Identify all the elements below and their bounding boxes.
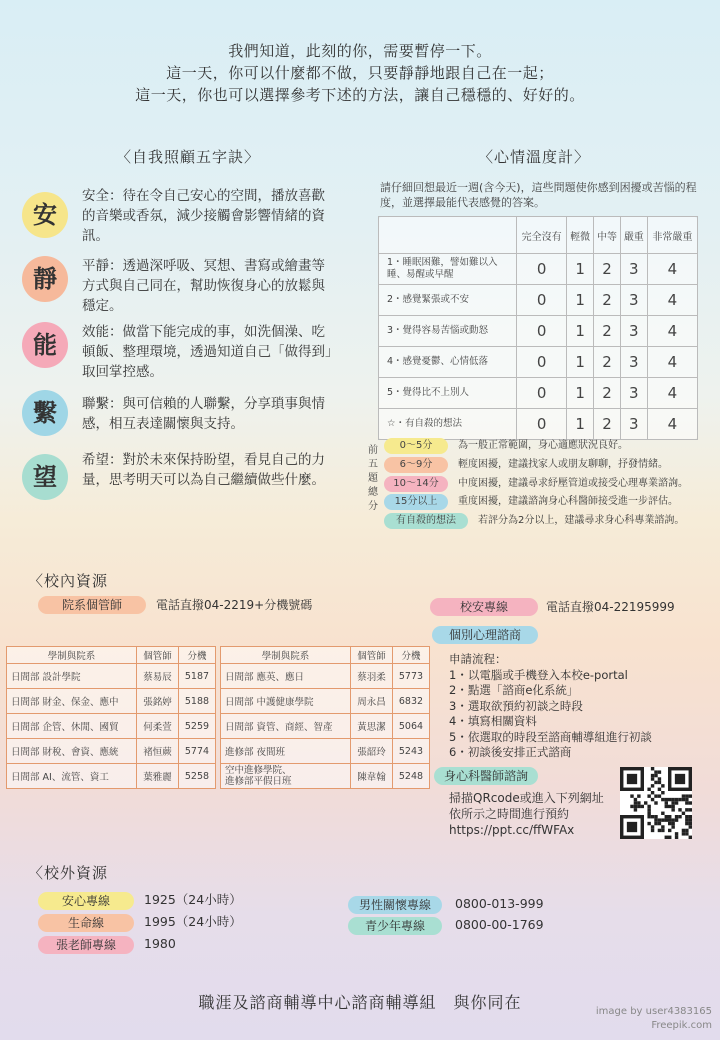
qr-module bbox=[671, 805, 674, 808]
dept-row bbox=[221, 689, 430, 714]
dept-manager: 陳韋翰 bbox=[351, 764, 393, 789]
score-range-label: 0〜5分 bbox=[384, 438, 448, 454]
mood-score[interactable]: 1 bbox=[567, 347, 594, 378]
qr-module bbox=[654, 801, 657, 804]
dept-header: 學制與院系 bbox=[221, 647, 351, 664]
qr-module bbox=[689, 794, 692, 797]
qr-module bbox=[685, 801, 688, 804]
qr-module bbox=[637, 805, 640, 808]
mood-score[interactable]: 1 bbox=[567, 316, 594, 347]
char-jing-circle: 靜 bbox=[22, 256, 68, 302]
qr-module bbox=[685, 794, 688, 797]
qr-module bbox=[647, 788, 650, 791]
qr-module bbox=[637, 801, 640, 804]
qr-module bbox=[689, 808, 692, 811]
mood-score[interactable]: 2 bbox=[594, 409, 621, 440]
qr-module bbox=[675, 818, 678, 821]
qr-module bbox=[658, 770, 661, 773]
score-range-desc: 中度困擾，建議尋求紓壓管道或接受心理專業諮詢。 bbox=[458, 478, 688, 489]
qr-module bbox=[651, 777, 654, 780]
dept-manager: 張銘婷 bbox=[137, 689, 179, 714]
dept-row bbox=[221, 664, 430, 689]
score-range-label: 有自殺的想法 bbox=[384, 513, 468, 529]
dept-name: 日間部 資管、商經、智產 bbox=[221, 714, 351, 739]
mood-table bbox=[378, 216, 698, 440]
qr-module bbox=[651, 791, 654, 794]
qr-module bbox=[678, 798, 681, 801]
qr-module bbox=[661, 818, 664, 821]
qr-module bbox=[647, 822, 650, 825]
mgr-header: 個管師 bbox=[137, 647, 179, 664]
qr-module bbox=[675, 798, 678, 801]
dept-row bbox=[7, 714, 216, 739]
qr-module bbox=[671, 825, 674, 828]
mood-score[interactable]: 4 bbox=[647, 254, 697, 285]
mood-question: 1・睡眠困難，譬如難以入睡、易醒或早醒 bbox=[379, 254, 517, 285]
dept-row bbox=[7, 739, 216, 764]
dept-mgr-phone: 電話直撥04-2219+分機號碼 bbox=[156, 598, 313, 612]
self-care-connect-text: 聯繫：與可信賴的人聯繫，分享瑣事與情感，相互表達關懷與支持。 bbox=[82, 396, 325, 432]
dept-row bbox=[7, 689, 216, 714]
score-range-desc: 重度困擾，建議諮詢身心科醫師接受進一步評估。 bbox=[458, 496, 678, 507]
qr-module bbox=[685, 808, 688, 811]
score-range-desc: 為一般正常範圍，身心適應狀況良好。 bbox=[458, 440, 628, 451]
qr-module bbox=[654, 815, 657, 818]
mood-score[interactable]: 4 bbox=[647, 347, 697, 378]
mood-score[interactable]: 1 bbox=[567, 254, 594, 285]
qr-module bbox=[685, 822, 688, 825]
dept-row bbox=[221, 764, 430, 789]
char-an-circle: 安 bbox=[22, 192, 68, 238]
dept-table-left bbox=[6, 646, 216, 789]
dept-name: 日間部 中護健康學院 bbox=[221, 689, 351, 714]
qr-module bbox=[651, 774, 654, 777]
mood-score[interactable]: 1 bbox=[567, 285, 594, 316]
score-range-label: 10〜14分 bbox=[384, 476, 448, 492]
qr-module bbox=[627, 774, 637, 784]
dept-name: 日間部 應英、應日 bbox=[221, 664, 351, 689]
qr-module bbox=[654, 774, 657, 777]
mood-score[interactable]: 4 bbox=[647, 378, 697, 409]
qr-module bbox=[647, 805, 650, 808]
psychiatry-info bbox=[449, 790, 604, 838]
ext-line-label: 青少年專線 bbox=[348, 917, 442, 935]
self-care-title: 〈自我照顧五字訣〉 bbox=[116, 148, 261, 166]
mood-header: 非常嚴重 bbox=[647, 217, 697, 254]
ext-line-label: 張老師專線 bbox=[38, 936, 134, 954]
credit-line: Freepik.com bbox=[651, 1020, 712, 1031]
qr-module bbox=[658, 794, 661, 797]
mood-row bbox=[379, 285, 698, 316]
dept-name: 進修部 夜間班 bbox=[221, 739, 351, 764]
score-range-desc: 輕度困擾，建議找家人或朋友聊聊，抒發情緒。 bbox=[458, 459, 668, 470]
mood-score[interactable]: 2 bbox=[594, 254, 621, 285]
dept-manager: 張韶玲 bbox=[351, 739, 393, 764]
ext-line-value: 0800-00-1769 bbox=[455, 917, 544, 932]
dept-extension: 5243 bbox=[392, 739, 429, 764]
psychiatry-line: 依所示之時間進行預約 bbox=[449, 807, 570, 821]
ext-header: 分機 bbox=[178, 647, 215, 664]
qr-module bbox=[651, 767, 654, 770]
intro-line: 這一天，你可以什麼都不做，只要靜靜地跟自己在一起； bbox=[166, 64, 554, 82]
mood-score[interactable]: 1 bbox=[567, 378, 594, 409]
qr-module bbox=[630, 805, 633, 808]
footer-text: 職涯及諮商輔導中心諮商輔導組 與你同在 bbox=[198, 993, 522, 1012]
dept-name: 日間部 財稅、會資、應統 bbox=[7, 739, 137, 764]
score-range-row bbox=[384, 438, 628, 454]
dept-extension: 5188 bbox=[178, 689, 215, 714]
dept-name: 日間部 財金、保金、應中 bbox=[7, 689, 137, 714]
qr-module bbox=[689, 822, 692, 825]
mood-header: 輕微 bbox=[567, 217, 594, 254]
mood-score[interactable]: 0 bbox=[517, 254, 567, 285]
mood-score[interactable]: 2 bbox=[594, 347, 621, 378]
qr-module bbox=[675, 774, 685, 784]
dept-table-right bbox=[220, 646, 430, 789]
qr-module bbox=[654, 781, 657, 784]
security-line-phone: 電話直撥04-22195999 bbox=[546, 600, 675, 614]
qr-module bbox=[675, 801, 678, 804]
dept-mgr-label: 院系個管師 bbox=[38, 596, 146, 614]
qr-module bbox=[658, 781, 661, 784]
qr-module bbox=[654, 770, 657, 773]
dept-extension: 5258 bbox=[178, 764, 215, 789]
dept-manager: 蔡羽柔 bbox=[351, 664, 393, 689]
mood-header-blank bbox=[379, 217, 517, 254]
char-wang-circle: 望 bbox=[22, 454, 68, 500]
self-care-calm-text: 平靜：透過深呼吸、冥想、書寫或繪畫等方式與自己同在，幫助恢復身心的放鬆與穩定。 bbox=[82, 258, 325, 314]
psychiatry-line: 掃描QRcode或進入下列網址 bbox=[449, 791, 604, 805]
qr-module bbox=[658, 777, 661, 780]
qr-module bbox=[682, 829, 685, 832]
mood-score[interactable]: 3 bbox=[620, 378, 647, 409]
mood-score[interactable]: 0 bbox=[517, 409, 567, 440]
mood-header: 中等 bbox=[594, 217, 621, 254]
qr-module bbox=[661, 784, 664, 787]
dept-extension: 5187 bbox=[178, 664, 215, 689]
score-range-row bbox=[384, 513, 684, 529]
qr-module bbox=[661, 791, 664, 794]
qr-module bbox=[671, 818, 674, 821]
qr-module bbox=[671, 801, 674, 804]
step-item: 5・依選取的時段至諮商輔導組進行初談 bbox=[449, 729, 652, 744]
qr-module bbox=[630, 794, 633, 797]
qr-code-icon[interactable] bbox=[620, 767, 692, 839]
mood-question: 4・感覺憂鬱、心情低落 bbox=[379, 347, 517, 378]
qr-module bbox=[665, 818, 668, 821]
counseling-label: 個別心理諮商 bbox=[432, 626, 538, 644]
mood-score[interactable]: 2 bbox=[594, 285, 621, 316]
step-item: 3・選取欲預約初談之時段 bbox=[449, 698, 583, 713]
qr-module bbox=[685, 815, 688, 818]
mood-score[interactable]: 4 bbox=[647, 285, 697, 316]
qr-module bbox=[668, 798, 671, 801]
qr-module bbox=[689, 815, 692, 818]
qr-module bbox=[685, 829, 688, 832]
qr-module bbox=[685, 832, 688, 835]
ext-line-label: 安心專線 bbox=[38, 892, 134, 910]
ext-header: 分機 bbox=[392, 647, 429, 664]
qr-module bbox=[661, 829, 664, 832]
qr-module bbox=[665, 836, 668, 839]
mood-intro: 請仔細回想最近一週(含今天)，這些問題使你感到困擾或苦惱的程度，並選擇最能代表感覺的答案。 bbox=[380, 181, 697, 209]
security-line-label: 校安專線 bbox=[430, 598, 538, 616]
score-range-desc: 若評分為2分以上，建議尋求身心科專業諮詢。 bbox=[478, 515, 685, 526]
char-neng-circle: 能 bbox=[22, 322, 68, 368]
qr-module bbox=[678, 808, 681, 811]
dept-row bbox=[221, 739, 430, 764]
mood-row bbox=[379, 316, 698, 347]
qr-module bbox=[658, 822, 661, 825]
dept-extension: 5248 bbox=[392, 764, 429, 789]
dept-row bbox=[7, 764, 216, 789]
qr-module bbox=[654, 818, 657, 821]
qr-module bbox=[665, 805, 668, 808]
qr-module bbox=[678, 815, 681, 818]
qr-module bbox=[671, 808, 674, 811]
score-range-row bbox=[384, 476, 688, 492]
mgr-header: 個管師 bbox=[351, 647, 393, 664]
dept-manager: 褚恒蕨 bbox=[137, 739, 179, 764]
qr-module bbox=[647, 815, 650, 818]
mood-score[interactable]: 3 bbox=[620, 409, 647, 440]
dept-header: 學制與院系 bbox=[7, 647, 137, 664]
qr-module bbox=[689, 825, 692, 828]
qr-module bbox=[651, 829, 654, 832]
mood-score[interactable]: 0 bbox=[517, 347, 567, 378]
dept-name: 日間部 AI、流管、資工 bbox=[7, 764, 137, 789]
step-item: 6・初談後安排正式諮商 bbox=[449, 745, 572, 759]
psychiatry-label: 身心科醫師諮詢 bbox=[434, 767, 538, 785]
mood-score[interactable]: 4 bbox=[647, 409, 697, 440]
mood-score[interactable]: 3 bbox=[620, 316, 647, 347]
qr-module bbox=[658, 788, 661, 791]
ext-line-value: 1980 bbox=[144, 936, 176, 951]
qr-module bbox=[682, 832, 685, 835]
qr-module bbox=[634, 801, 637, 804]
self-care-hope-text: 希望：對於未來保持盼望，看見自己的力量，思考明天可以為自己繼續做些什麼。 bbox=[82, 452, 325, 488]
mood-score[interactable]: 0 bbox=[517, 316, 567, 347]
dept-row bbox=[7, 664, 216, 689]
qr-module bbox=[661, 825, 664, 828]
ext-line-value: 1925（24小時） bbox=[144, 892, 242, 907]
qr-module bbox=[634, 798, 637, 801]
qr-module bbox=[675, 815, 678, 818]
qr-module bbox=[665, 815, 668, 818]
dept-extension: 6832 bbox=[392, 689, 429, 714]
qr-module bbox=[651, 798, 654, 801]
qr-module bbox=[647, 808, 650, 811]
dept-extension: 5064 bbox=[392, 714, 429, 739]
score-range-label: 15分以上 bbox=[384, 494, 448, 510]
qr-module bbox=[661, 812, 664, 815]
score-range-row bbox=[384, 494, 678, 510]
qr-module bbox=[651, 815, 654, 818]
mood-score[interactable]: 0 bbox=[517, 285, 567, 316]
qr-module bbox=[685, 798, 688, 801]
mood-header: 嚴重 bbox=[620, 217, 647, 254]
qr-module bbox=[689, 836, 692, 839]
qr-module bbox=[665, 801, 668, 804]
intro-line: 我們知道，此刻的你，需要暫停一下。 bbox=[228, 42, 492, 60]
mood-question: 2・感覺緊張或不安 bbox=[379, 285, 517, 316]
mood-score[interactable]: 0 bbox=[517, 378, 567, 409]
counseling-steps bbox=[449, 652, 652, 761]
qr-module bbox=[644, 801, 647, 804]
self-care-safety-text: 安全：待在令自己安心的空間，播放喜歡的音樂或香氛，減少接觸會影響情緒的資訊。 bbox=[82, 188, 325, 244]
qr-module bbox=[668, 836, 671, 839]
mood-header: 完全沒有 bbox=[517, 217, 567, 254]
dept-manager: 葉雅麗 bbox=[137, 764, 179, 789]
ext-line-value: 1995（24小時） bbox=[144, 914, 242, 929]
step-item: 4・填寫相關資料 bbox=[449, 714, 537, 728]
ext-line-label: 男性關懷專線 bbox=[348, 896, 442, 914]
dept-row bbox=[221, 714, 430, 739]
mood-score[interactable]: 4 bbox=[647, 316, 697, 347]
qr-module bbox=[651, 784, 654, 787]
mood-row bbox=[379, 378, 698, 409]
mood-row bbox=[379, 254, 698, 285]
step-item: 1・以電腦或手機登入本校e-portal bbox=[449, 667, 628, 682]
dept-extension: 5773 bbox=[392, 664, 429, 689]
dept-name: 日間部 企管、休閒、國貿 bbox=[7, 714, 137, 739]
qr-module bbox=[682, 794, 685, 797]
score-range-row bbox=[384, 457, 668, 473]
dept-extension: 5259 bbox=[178, 714, 215, 739]
dept-manager: 黃思潔 bbox=[351, 714, 393, 739]
qr-module bbox=[689, 801, 692, 804]
qr-module bbox=[668, 805, 671, 808]
mood-table-header bbox=[379, 217, 698, 254]
dept-name: 日間部 設計學院 bbox=[7, 664, 137, 689]
qr-module bbox=[668, 829, 671, 832]
score-range-label: 6〜9分 bbox=[384, 457, 448, 473]
mood-question: 5・覺得比不上別人 bbox=[379, 378, 517, 409]
qr-module bbox=[685, 818, 688, 821]
qr-module bbox=[671, 822, 674, 825]
mood-score[interactable]: 3 bbox=[620, 347, 647, 378]
mood-title: 〈心情溫度計〉 bbox=[478, 148, 591, 166]
qr-module bbox=[689, 818, 692, 821]
mood-score[interactable]: 1 bbox=[567, 409, 594, 440]
self-care-efficacy-text: 效能：做當下能完成的事，如洗個澡、吃頓飯、整理環境，透過知道自己「做得到」取回掌控感。 bbox=[82, 324, 332, 380]
qr-module bbox=[641, 805, 644, 808]
qr-module bbox=[658, 829, 661, 832]
qr-module bbox=[651, 825, 654, 828]
intro-text bbox=[0, 40, 720, 106]
score-side-label: 前五題總分 bbox=[368, 445, 378, 512]
qr-module bbox=[675, 832, 678, 835]
dept-manager: 周永昌 bbox=[351, 689, 393, 714]
mood-score[interactable]: 2 bbox=[594, 378, 621, 409]
qr-module bbox=[661, 798, 664, 801]
ext-line-value: 0800-013-999 bbox=[455, 896, 544, 911]
mood-question: 3・覺得容易苦惱或動怒 bbox=[379, 316, 517, 347]
dept-name: 空中進修學院、 進修部平假日班 bbox=[221, 764, 351, 789]
ext-line-label: 生命線 bbox=[38, 914, 134, 932]
step-item: 2・點選「諮商e化系統」 bbox=[449, 683, 579, 697]
qr-module bbox=[634, 808, 637, 811]
dept-extension: 5774 bbox=[178, 739, 215, 764]
char-xi-circle: 繫 bbox=[22, 390, 68, 436]
mood-score[interactable]: 3 bbox=[620, 254, 647, 285]
mood-question: ☆・有自殺的想法 bbox=[379, 409, 517, 440]
qr-module bbox=[634, 805, 637, 808]
external-resources-title: 〈校外資源 bbox=[28, 864, 109, 882]
qr-module bbox=[675, 836, 678, 839]
qr-module bbox=[654, 822, 657, 825]
qr-module bbox=[627, 822, 637, 832]
mood-score[interactable]: 3 bbox=[620, 285, 647, 316]
qr-module bbox=[671, 798, 674, 801]
qr-module bbox=[647, 794, 650, 797]
qr-module bbox=[637, 794, 640, 797]
qr-module bbox=[668, 815, 671, 818]
qr-module bbox=[647, 812, 650, 815]
qr-module bbox=[658, 818, 661, 821]
qr-module bbox=[665, 798, 668, 801]
qr-module bbox=[682, 798, 685, 801]
intro-line: 這一天，你也可以選擇參考下述的方法，讓自己穩穩的、好好的。 bbox=[135, 86, 585, 104]
dept-manager: 蔡易辰 bbox=[137, 664, 179, 689]
campus-resources-title: 〈校內資源 bbox=[28, 572, 109, 590]
mood-score[interactable]: 2 bbox=[594, 316, 621, 347]
image-credit bbox=[596, 1005, 712, 1033]
mood-row bbox=[379, 409, 698, 440]
qr-module bbox=[682, 812, 685, 815]
psychiatry-link[interactable]: https://ppt.cc/ffWFAx bbox=[449, 823, 575, 837]
credit-line: image by user4383165 bbox=[595, 1006, 712, 1017]
dept-manager: 何柔萱 bbox=[137, 714, 179, 739]
qr-module bbox=[654, 794, 657, 797]
mood-row bbox=[379, 347, 698, 378]
qr-module bbox=[668, 822, 671, 825]
steps-title: 申請流程： bbox=[449, 652, 507, 666]
qr-module bbox=[668, 818, 671, 821]
